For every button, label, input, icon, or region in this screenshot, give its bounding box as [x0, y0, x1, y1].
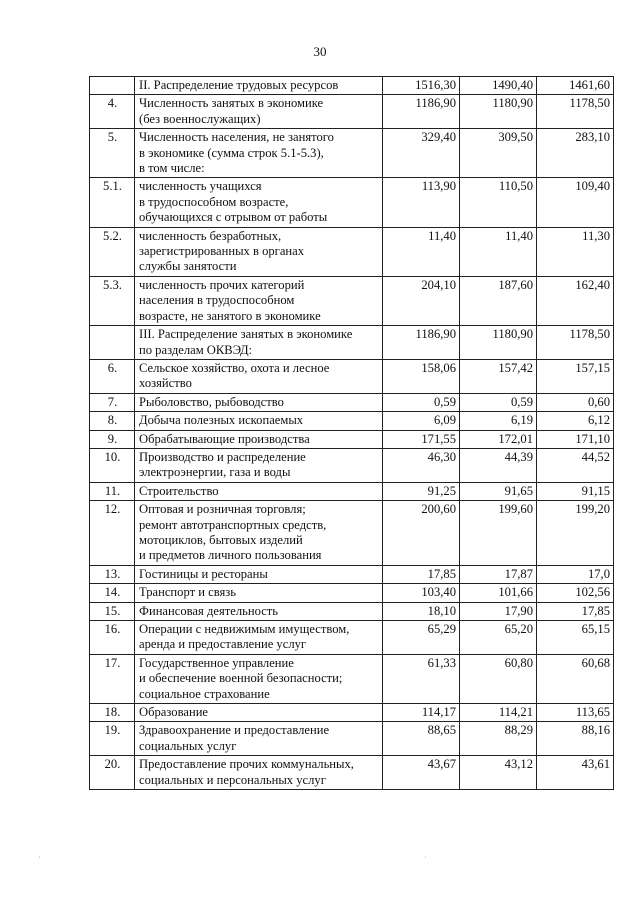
value-v2: 1180,90 [460, 326, 537, 360]
indicator-name-line: Образование [139, 705, 209, 720]
indicator-name [135, 584, 383, 602]
table-row [90, 448, 614, 482]
table-row [90, 95, 614, 129]
value-v1: 1186,90 [383, 95, 460, 129]
value-v2: 60,80 [460, 654, 537, 703]
value-v1: 91,25 [383, 482, 460, 500]
value-v1: 171,55 [383, 430, 460, 448]
table-row [90, 129, 614, 178]
labor-resources-table [89, 76, 614, 790]
table-row [90, 430, 614, 448]
indicator-name-line: Предоставление прочих коммунальных, [139, 757, 354, 772]
value-v3: 113,65 [537, 704, 614, 722]
row-number: 16. [90, 621, 135, 655]
value-v3: 65,15 [537, 621, 614, 655]
value-v1: 6,09 [383, 412, 460, 430]
row-number: 6. [90, 359, 135, 393]
value-v1: 11,40 [383, 227, 460, 276]
value-v2: 17,87 [460, 565, 537, 583]
indicator-name-line: Численность занятых в экономике [139, 96, 324, 111]
row-number: 11. [90, 482, 135, 500]
value-v3: 0,60 [537, 393, 614, 411]
indicator-name [135, 448, 383, 482]
indicator-name-line: в том числе: [139, 161, 205, 176]
indicator-name [135, 722, 383, 756]
table-row [90, 276, 614, 325]
indicator-name-line: социальных и персональных услуг [139, 772, 326, 787]
indicator-name [135, 602, 383, 620]
row-number: 7. [90, 393, 135, 411]
indicator-name-line: Численность населения, не занятого [139, 130, 334, 145]
indicator-name-line: (без военнослужащих) [139, 111, 261, 126]
scan-marks [0, 855, 640, 865]
indicator-name-line: Обрабатывающие производства [139, 431, 310, 446]
value-v3: 162,40 [537, 276, 614, 325]
value-v3: 11,30 [537, 227, 614, 276]
indicator-name [135, 393, 383, 411]
scan-dot: ˙ [424, 855, 427, 864]
indicator-name-line: ремонт автотранспортных средств, [139, 517, 327, 532]
value-v1: 88,65 [383, 722, 460, 756]
indicator-name [135, 326, 383, 360]
value-v1: 1516,30 [383, 77, 460, 95]
value-v1: 17,85 [383, 565, 460, 583]
value-v3: 157,15 [537, 359, 614, 393]
indicator-name-line: численность учащихся [139, 179, 262, 194]
indicator-name-line: в трудоспособном возрасте, [139, 194, 289, 209]
value-v1: 329,40 [383, 129, 460, 178]
table-row [90, 584, 614, 602]
value-v3: 199,20 [537, 501, 614, 566]
indicator-name-line: хозяйство [139, 376, 192, 391]
value-v1: 114,17 [383, 704, 460, 722]
row-number: 17. [90, 654, 135, 703]
value-v2: 1180,90 [460, 95, 537, 129]
page-number: 30 [313, 44, 327, 59]
row-number: 9. [90, 430, 135, 448]
indicator-name [135, 654, 383, 703]
indicator-name-line: обучающихся с отрывом от работы [139, 210, 328, 225]
value-v2: 6,19 [460, 412, 537, 430]
indicator-name [135, 430, 383, 448]
table-row [90, 602, 614, 620]
value-v3: 44,52 [537, 448, 614, 482]
indicator-name-line: зарегистрированных в органах [139, 244, 305, 259]
indicator-name-line: Государственное управление [139, 655, 294, 670]
indicator-name-line: Строительство [139, 483, 219, 498]
value-v3: 109,40 [537, 178, 614, 227]
value-v2: 65,20 [460, 621, 537, 655]
table-row [90, 722, 614, 756]
table-row [90, 621, 614, 655]
value-v1: 0,59 [383, 393, 460, 411]
value-v2: 44,39 [460, 448, 537, 482]
indicator-name-line: мотоциклов, бытовых изделий [139, 532, 303, 547]
indicator-name-line: Операции с недвижимым имуществом, [139, 622, 350, 636]
indicator-name-line: численность безработных, [139, 228, 282, 243]
value-v3: 171,10 [537, 430, 614, 448]
value-v1: 61,33 [383, 654, 460, 703]
indicator-name-line: Здравоохранение и предоставление [139, 723, 330, 738]
value-v1: 46,30 [383, 448, 460, 482]
value-v1: 103,40 [383, 584, 460, 602]
row-number: 13. [90, 565, 135, 583]
indicator-name-line: Гостиницы и рестораны [139, 566, 268, 581]
indicator-name-line: Рыболовство, рыбоводство [139, 394, 284, 409]
indicator-name-line: Добыча полезных ископаемых [139, 413, 304, 428]
value-v3: 17,85 [537, 602, 614, 620]
table-row [90, 704, 614, 722]
row-number: 10. [90, 448, 135, 482]
row-number: 5.1. [90, 178, 135, 227]
row-number: 20. [90, 756, 135, 790]
value-v1: 204,10 [383, 276, 460, 325]
value-v2: 110,50 [460, 178, 537, 227]
table-row [90, 482, 614, 500]
indicator-name-line: социальное страхование [139, 686, 270, 701]
value-v3: 1178,50 [537, 326, 614, 360]
value-v2: 43,12 [460, 756, 537, 790]
indicator-name [135, 227, 383, 276]
indicator-name-line: Производство и распределение [139, 449, 306, 464]
indicator-name-line: Оптовая и розничная торговля; [139, 502, 306, 517]
indicator-name-line: в экономике (сумма строк 5.1-5.3), [139, 145, 324, 160]
row-number: 19. [90, 722, 135, 756]
indicator-name [135, 178, 383, 227]
row-number: 18. [90, 704, 135, 722]
value-v2: 199,60 [460, 501, 537, 566]
indicator-name-line: и обеспечение военной безопасности; [139, 671, 343, 686]
value-v2: 309,50 [460, 129, 537, 178]
indicator-name [135, 621, 383, 655]
indicator-name [135, 276, 383, 325]
value-v2: 1490,40 [460, 77, 537, 95]
indicator-name-line: по разделам ОКВЭД: [139, 342, 253, 357]
row-number: 8. [90, 412, 135, 430]
table-row [90, 178, 614, 227]
row-number: 15. [90, 602, 135, 620]
row-number: 14. [90, 584, 135, 602]
indicator-name [135, 565, 383, 583]
table-row [90, 501, 614, 566]
value-v1: 158,06 [383, 359, 460, 393]
value-v2: 0,59 [460, 393, 537, 411]
value-v1: 65,29 [383, 621, 460, 655]
indicator-name [135, 482, 383, 500]
indicator-name-line: службы занятости [139, 259, 237, 274]
value-v1: 113,90 [383, 178, 460, 227]
row-number: 5.3. [90, 276, 135, 325]
value-v2: 172,01 [460, 430, 537, 448]
indicator-name [135, 359, 383, 393]
indicator-name [135, 704, 383, 722]
table-row [90, 565, 614, 583]
indicator-name-line: численность прочих категорий [139, 277, 305, 292]
table-row [90, 227, 614, 276]
indicator-name [135, 756, 383, 790]
row-number: 5.2. [90, 227, 135, 276]
indicator-name [135, 129, 383, 178]
row-number: 5. [90, 129, 135, 178]
indicator-name-line: аренда и предоставление услуг [139, 637, 307, 652]
row-number: 4. [90, 95, 135, 129]
value-v3: 6,12 [537, 412, 614, 430]
value-v3: 43,61 [537, 756, 614, 790]
table-row [90, 756, 614, 790]
indicator-name [135, 77, 383, 95]
table-row [90, 654, 614, 703]
value-v3: 60,68 [537, 654, 614, 703]
table-row [90, 359, 614, 393]
value-v3: 102,56 [537, 584, 614, 602]
indicator-name-line: электроэнергии, газа и воды [139, 465, 291, 480]
value-v2: 101,66 [460, 584, 537, 602]
indicator-name-line: III. Распределение занятых в экономике [139, 327, 353, 342]
table-row [90, 77, 614, 95]
scan-dot: ˙ [38, 855, 41, 864]
value-v3: 1178,50 [537, 95, 614, 129]
table-row [90, 393, 614, 411]
value-v1: 18,10 [383, 602, 460, 620]
table-row [90, 326, 614, 360]
value-v3: 88,16 [537, 722, 614, 756]
value-v2: 17,90 [460, 602, 537, 620]
row-number [90, 326, 135, 360]
value-v2: 91,65 [460, 482, 537, 500]
indicator-name-line: возрасте, не занятого в экономике [139, 308, 321, 323]
indicator-name-line: населения в трудоспособном [139, 293, 295, 308]
value-v2: 114,21 [460, 704, 537, 722]
value-v2: 88,29 [460, 722, 537, 756]
value-v3: 283,10 [537, 129, 614, 178]
value-v3: 1461,60 [537, 77, 614, 95]
value-v1: 43,67 [383, 756, 460, 790]
table-row [90, 412, 614, 430]
indicator-name [135, 501, 383, 566]
value-v2: 187,60 [460, 276, 537, 325]
indicator-name-line: II. Распределение трудовых ресурсов [139, 78, 339, 92]
value-v3: 91,15 [537, 482, 614, 500]
indicator-name [135, 95, 383, 129]
indicator-name [135, 412, 383, 430]
row-number: 12. [90, 501, 135, 566]
indicator-name-line: Финансовая деятельность [139, 603, 279, 618]
indicator-name-line: социальных услуг [139, 738, 237, 753]
indicator-name-line: Транспорт и связь [139, 585, 237, 600]
value-v2: 11,40 [460, 227, 537, 276]
value-v2: 157,42 [460, 359, 537, 393]
value-v1: 200,60 [383, 501, 460, 566]
indicator-name-line: и предметов личного пользования [139, 548, 322, 563]
row-number [90, 77, 135, 95]
indicator-name-line: Сельское хозяйство, охота и лесное [139, 360, 330, 375]
value-v1: 1186,90 [383, 326, 460, 360]
value-v3: 17,0 [537, 565, 614, 583]
